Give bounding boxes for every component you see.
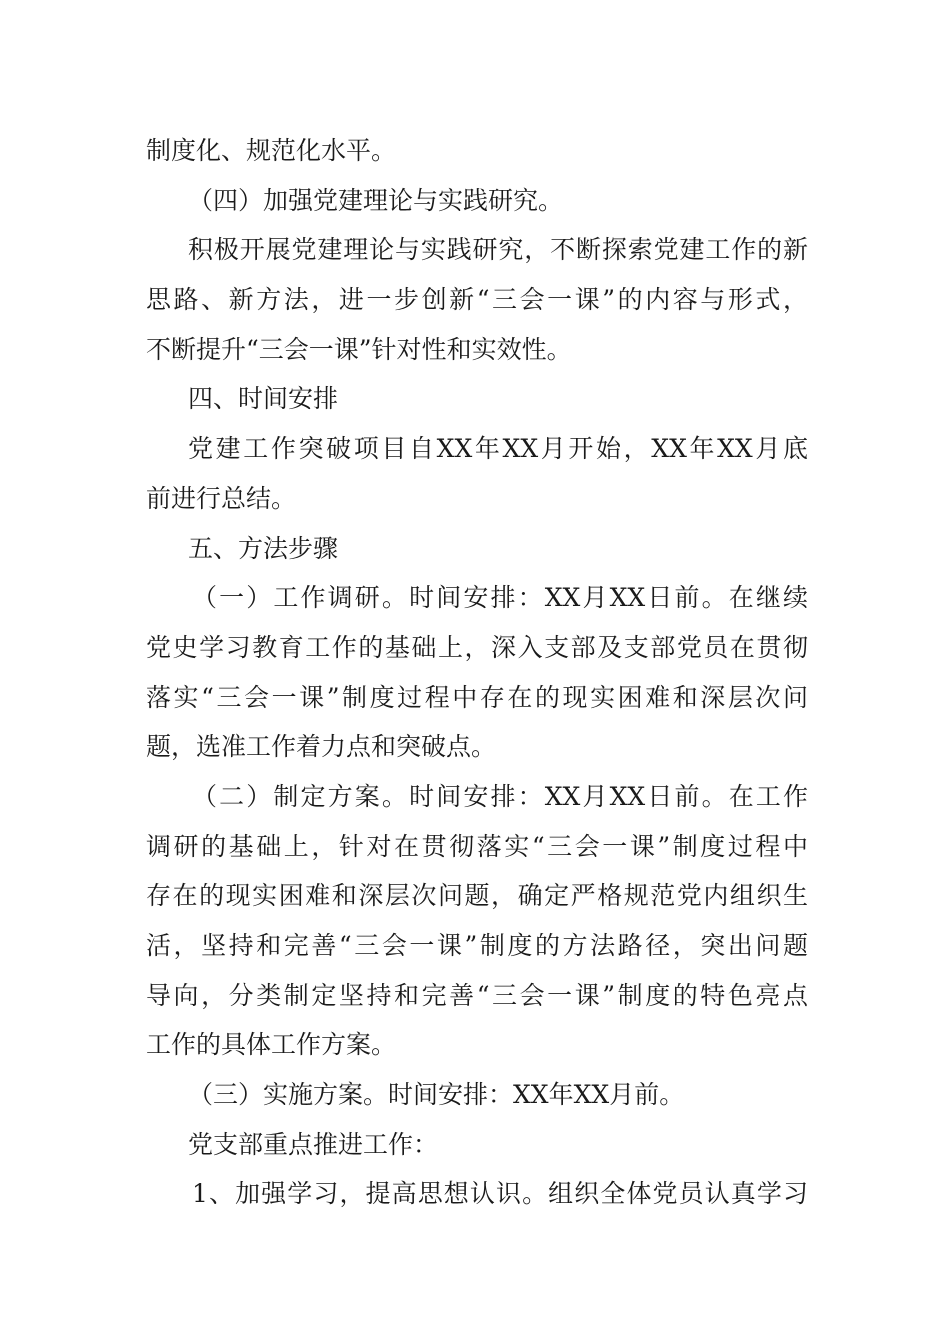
paragraph-line: 落实“三会一课”制度过程中存在的现实困难和深层次问 xyxy=(146,682,808,712)
paragraph-line: 党支部重点推进工作： xyxy=(188,1129,439,1159)
paragraph-line: （三）实施方案。时间安排：XX年XX月前。 xyxy=(188,1080,685,1110)
paragraph-line: 调研的基础上，针对在贯彻落实“三会一课”制度过程中 xyxy=(146,831,808,861)
paragraph-line: 积极开展党建理论与实践研究，不断探索党建工作的新 xyxy=(188,235,808,265)
paragraph-line: 存在的现实困难和深层次问题，确定严格规范党内组织生 xyxy=(146,881,808,911)
paragraph-line: 前进行总结。 xyxy=(146,483,297,513)
paragraph-line: 党建工作突破项目自XX年XX月开始，XX年XX月底 xyxy=(188,434,808,464)
paragraph-line: 导向，分类制定坚持和完善“三会一课”制度的特色亮点 xyxy=(146,980,808,1010)
paragraph-line: （一）工作调研。时间安排：XX月XX日前。在继续 xyxy=(192,583,808,613)
paragraph-line: （二）制定方案。时间安排：XX月XX日前。在工作 xyxy=(192,781,808,811)
paragraph-line: 思路、新方法，进一步创新“三会一课”的内容与形式， xyxy=(146,285,808,315)
section-heading: 五、方法步骤 xyxy=(188,533,339,563)
paragraph-line: 活，坚持和完善“三会一课”制度的方法路径，突出问题 xyxy=(146,931,808,960)
paragraph-line: 工作的具体工作方案。 xyxy=(146,1030,397,1060)
section-heading: （四）加强党建理论与实践研究。 xyxy=(188,185,564,215)
paragraph-line: 1、加强学习，提高思想认识。组织全体党员认真学习 xyxy=(192,1179,808,1209)
document-body xyxy=(146,126,808,1219)
paragraph-line: 不断提升“三会一课”针对性和实效性。 xyxy=(146,334,572,364)
section-heading: 四、时间安排 xyxy=(188,384,339,414)
paragraph-line: 党史学习教育工作的基础上，深入支部及支部党员在贯彻 xyxy=(146,632,808,662)
paragraph-line: 制度化、规范化水平。 xyxy=(146,136,397,165)
paragraph-line: 题，选准工作着力点和突破点。 xyxy=(146,732,497,762)
